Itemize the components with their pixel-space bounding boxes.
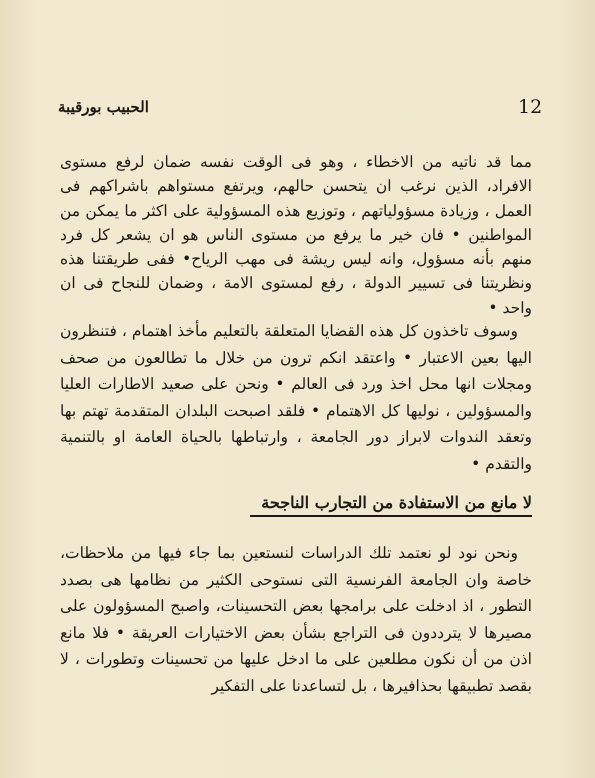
paragraph-text: ونحن نود لو نعتمد تلك الدراسات لنستعين بما جاء فيها من ملاحظات، خاصة وان الجامعة الفرنسية التى نستوحى الكثير من نظامها هى بصدد التطور ، اذ ادخلت على برامجها بعض التحسينات، واصبح المسؤولون على مصيرها لا يترددون فى التراجع بشأن بعض الاختيارات العريقة • فلا مانع اذن من أن نكون مطلعين على ما ادخل عليها من تحسينات وتطورات ، لا بقصد تطبيقها بحذافيرها ، بل لتساعدنا على التفكير bbox=[60, 544, 532, 695]
paragraph-text: مما قد ناتيه من الاخطاء ، وهو فى الوقت نفسه ضمان لرفع مستوى الافراد، الذين نرغب ان يتحسن حالهم، ويرتفع مستواهم باشراكهم فى العمل ، وزيادة مسؤولياتهم ، وتوزيع هذه المسؤولية على اكثر ما يمكن من المواطنين • فان خير ما يرفع من مستوى الناس هو ان يشعر كل فرد منهم بأنه مسؤول، وانه ليس ريشة فى مهب الرياح• ففى طريقتنا هذه ونظريتنا فى تسيير الدولة ، رفع لمستوى الامة ، وضمان للنجاح فى ان واحد • bbox=[60, 153, 532, 317]
section-heading: لا مانع من الاستفادة من التجارب الناجحة bbox=[250, 493, 532, 517]
running-title: الحبيب بورقيبة bbox=[58, 98, 149, 116]
paragraph-2 bbox=[60, 318, 532, 477]
page-number: 12 bbox=[518, 96, 543, 118]
paragraph-1 bbox=[60, 150, 532, 320]
paragraph-3 bbox=[60, 540, 532, 700]
paragraph-text: وسوف تاخذون كل هذه القضايا المتعلقة بالتعليم مأخذ اهتمام ، فتنظرون اليها بعين الاعتبار • واعتقد انكم ترون من خلال ما تطالعون من صحف ومجلات انها محل اخذ ورد فى العالم • ونحن على صعيد الاطارات العليا والمسؤولين ، نوليها كل الاهتمام • فلقد اصبحت البلدان المتقدمة تهتم بها وتعقد الندوات لابراز دور الجامعة ، وارتباطها بالحياة العامة او بالتنمية والتقدم • bbox=[60, 322, 532, 473]
page-header bbox=[58, 96, 545, 122]
